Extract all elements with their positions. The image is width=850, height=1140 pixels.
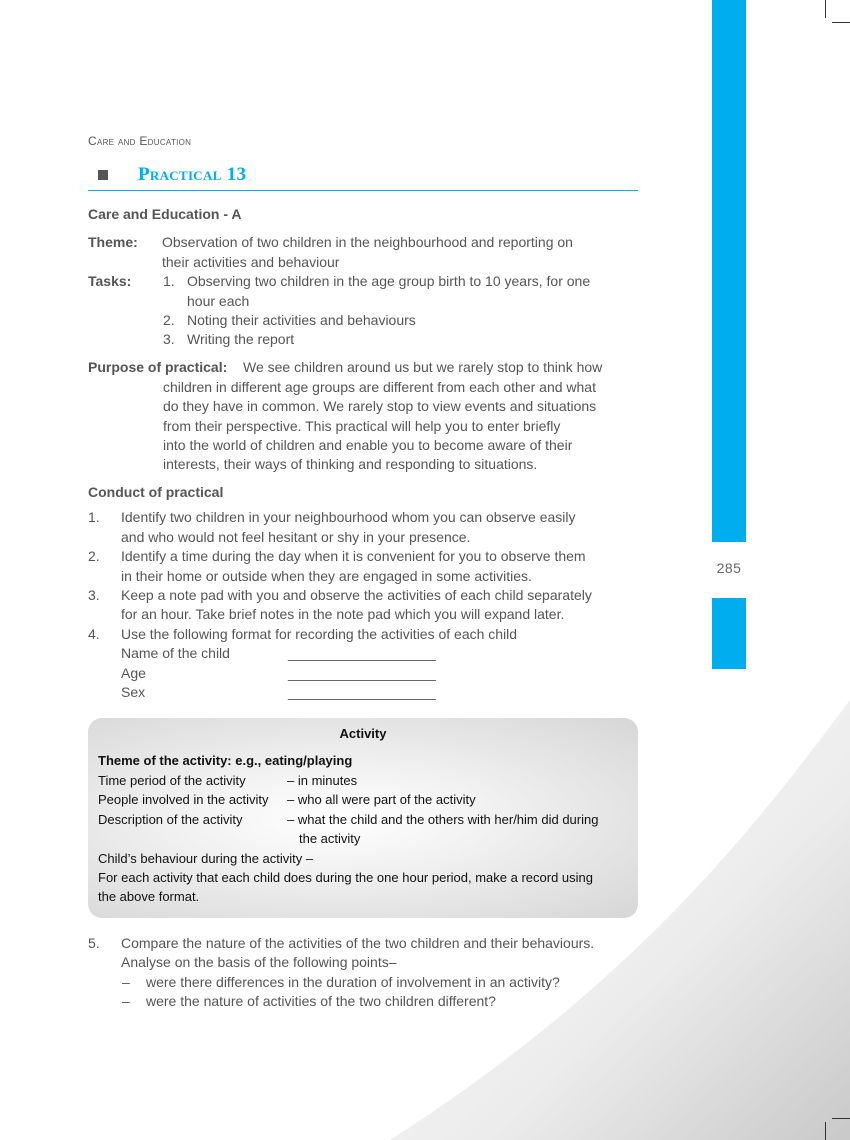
- point-text: were the nature of activities of the two children different?: [146, 993, 496, 1009]
- step-number: 3.: [88, 587, 100, 603]
- activity-row-value: – in minutes: [287, 773, 358, 788]
- task-number: 1.: [163, 273, 175, 289]
- step-text-line: Analyse on the basis of the following points–: [121, 954, 397, 970]
- step-text-line: Use the following format for recording the activities of each child: [121, 626, 518, 642]
- purpose-text-line: We see children around us but we rarely stop to think how: [243, 359, 603, 375]
- step-text-line: and who would not feel hesitant or shy in your presence.: [121, 529, 471, 545]
- conduct-heading: Conduct of practical: [88, 484, 224, 500]
- step-number: 5.: [88, 935, 100, 951]
- side-tab-upper: [712, 0, 746, 542]
- activity-row-label: People involved in the activity: [98, 792, 269, 807]
- activity-row-value-continued: the activity: [299, 831, 361, 846]
- step-text-line: Identify two children in your neighbourhood whom you can observe easily: [121, 509, 576, 525]
- step-text-line: Identify a time during the day when it is convenient for you to observe them: [121, 548, 586, 564]
- field-blank: ___________________: [288, 684, 436, 700]
- task-text-line: Writing the report: [187, 331, 295, 347]
- field-blank: ___________________: [288, 645, 436, 661]
- purpose-text-line: children in different age groups are different from each other and what: [163, 379, 596, 395]
- step-number: 2.: [88, 548, 100, 564]
- theme-text-line: Observation of two children in the neighbourhood and reporting on: [162, 234, 573, 250]
- page-number: 285: [716, 560, 742, 576]
- practical-subtitle: Care and Education - A: [88, 206, 242, 222]
- task-number: 2.: [163, 312, 175, 328]
- theme-text-line: their activities and behaviour: [162, 254, 340, 270]
- step-text-line: in their home or outside when they are engaged in some activities.: [121, 568, 532, 584]
- purpose-text-line: interests, their ways of thinking and responding to situations.: [163, 456, 538, 472]
- activity-row-value: – what the child and the others with her/him did during: [287, 812, 599, 827]
- purpose-text-line: do they have in common. We rarely stop to view events and situations: [163, 398, 597, 414]
- field-label: Sex: [121, 684, 146, 700]
- crop-mark: [825, 0, 826, 18]
- square-bullet-icon: [98, 170, 108, 180]
- side-tab-lower: [712, 598, 746, 669]
- practical-title: Practical 13: [138, 164, 247, 185]
- running-head: Care and Education: [88, 134, 192, 148]
- point-text: were there differences in the duration of involvement in an activity?: [146, 974, 560, 990]
- task-text-line: hour each: [187, 293, 250, 309]
- activity-row-label: Description of the activity: [98, 812, 243, 827]
- activity-box: [88, 718, 638, 918]
- point-dash: –: [122, 993, 130, 1009]
- field-blank: ___________________: [288, 665, 436, 681]
- activity-row-label: Time period of the activity: [98, 773, 246, 788]
- step-number: 4.: [88, 626, 100, 642]
- crop-mark: [825, 1122, 826, 1140]
- step-text-line: Keep a note pad with you and observe the activities of each child separately: [121, 587, 592, 603]
- step-text-line: Compare the nature of the activities of the two children and their behaviours.: [121, 935, 595, 951]
- point-dash: –: [122, 974, 130, 990]
- crop-mark: [832, 1118, 850, 1119]
- activity-row-value: – who all were part of the activity: [287, 792, 476, 807]
- step-number: 1.: [88, 509, 100, 525]
- activity-theme-line: Theme of the activity: e.g., eating/playing: [98, 753, 353, 768]
- theme-label: Theme:: [88, 234, 138, 250]
- task-text-line: Noting their activities and behaviours: [187, 312, 416, 328]
- step-text-line: for an hour. Take brief notes in the note pad which you will expand later.: [121, 606, 565, 622]
- task-number: 3.: [163, 331, 175, 347]
- purpose-text-line: from their perspective. This practical will help you to enter briefly: [163, 418, 561, 434]
- activity-behaviour-line: Child’s behaviour during the activity –: [98, 851, 314, 866]
- field-label: Name of the child: [121, 645, 230, 661]
- purpose-text-line: into the world of children and enable you to become aware of their: [163, 437, 573, 453]
- purpose-label: Purpose of practical:: [88, 359, 228, 375]
- crop-mark: [832, 22, 850, 23]
- tasks-label: Tasks:: [88, 273, 132, 289]
- task-text-line: Observing two children in the age group birth to 10 years, for one: [187, 273, 591, 289]
- activity-box-title: Activity: [339, 726, 387, 741]
- field-label: Age: [121, 665, 146, 681]
- activity-note-line: For each activity that each child does during the one hour period, make a record using: [98, 870, 594, 885]
- activity-note-line: the above format.: [98, 889, 200, 904]
- practical-heading: [88, 164, 638, 191]
